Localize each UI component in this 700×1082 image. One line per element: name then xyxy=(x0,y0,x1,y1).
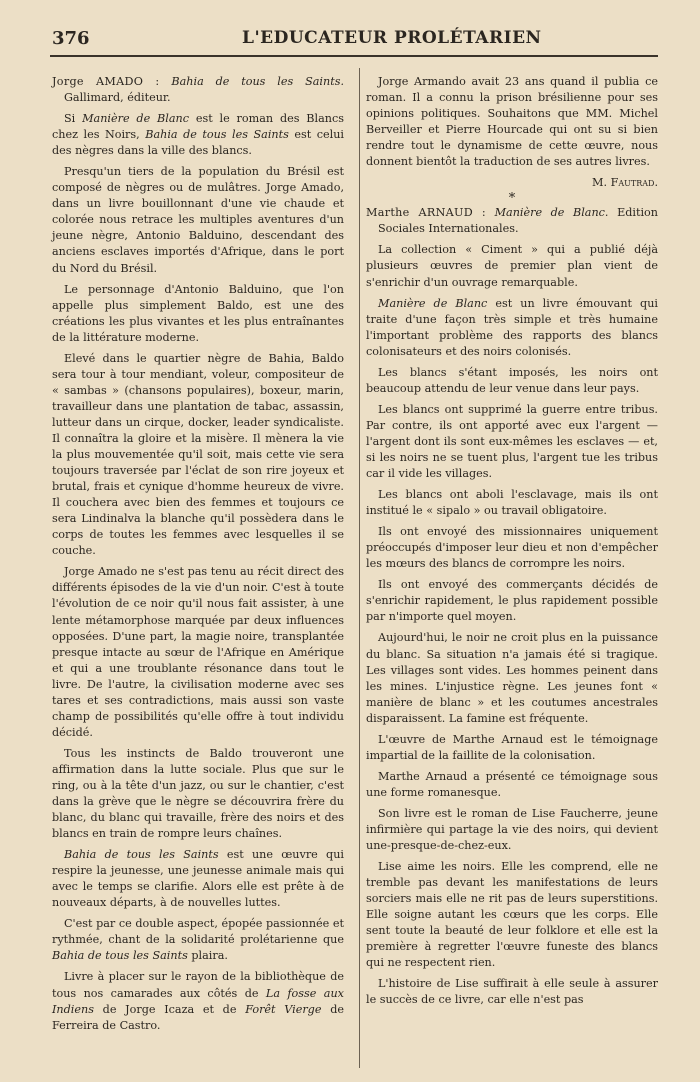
review-signature: M. Fautrad. xyxy=(592,176,658,190)
review-author: Marthe ARNAUD : xyxy=(366,206,486,220)
review-publisher: Gallimard, éditeur. xyxy=(64,91,171,105)
paragraph: Jorge Amado ne s'est pas tenu au récit direct des différents épisodes de la vie d'un noir. C'est à toute l'évolution de ce noir qu'il nous fait assister, à une lente métamorphose marquée par deux influences opposées. D'une part, la magie noire, transplantée presque intacte au sœur de l'Afrique en Amérique et qui a une troublante résonance dans tout le livre. De l'autre, la civilisation moderne avec ses tares et ses contradictions, mais aussi son vaste champ de possibilités qu'elle offre à tout individu décidé. xyxy=(52,565,344,739)
review-publisher: Edition Sociales Internationales. xyxy=(378,206,658,236)
paragraph: L'histoire de Lise suffirait à elle seule à assurer le succès de ce livre, car elle n'est pas xyxy=(366,977,658,1007)
paragraph: Les blancs s'étant imposés, les noirs ont beaucoup attendu de leur venue dans leur pays. xyxy=(366,365,658,395)
review-heading-arnaud xyxy=(366,205,658,237)
paragraph: Marthe Arnaud a présenté ce témoignage sous une forme romanesque. xyxy=(366,769,658,799)
review-book-title: Manière de Blanc. xyxy=(494,206,609,220)
review-author: Jorge AMADO : xyxy=(52,75,160,88)
paragraph: Jorge Armando avait 23 ans quand il publia ce roman. Il a connu la prison brésilienne pour ses opinions politiques. Souhaitons que MM. Michel Berveiller et Pierre Hourcade qui ont su si bien rendre tout le dynamisme de cette œuvre, nous donnent bientôt la traduction de ses autres livres. xyxy=(366,75,658,169)
paragraph: Presqu'un tiers de la population du Brésil est composé de nègres ou de mulâtres. Jorge Amado, dans un livre bouillonnant d'une vie chaude et colorée nous retrace les multiples aventures d'un jeune nègre, Antonio Balduino, descendant des anciens esclaves importés d'Afrique, dans le port du Nord du Brésil. xyxy=(52,165,344,275)
review-heading-amado xyxy=(52,74,344,106)
paragraph: Livre à placer sur le rayon de la bibliothèque de tous nos camarades aux côtés de La fosse aux Indiens de Jorge Icaza et de Forêt Vierge de Ferreira de Castro. xyxy=(52,970,344,1032)
page-header xyxy=(52,28,658,52)
paragraph: Si Manière de Blanc est le roman des Blancs chez les Noirs, Bahia de tous les Saints est celui des nègres dans la ville des blancs. xyxy=(52,112,344,158)
paragraph: C'est par ce double aspect, épopée passionnée et rythmée, chant de la solidarité prolétarienne que Bahia de tous les Saints plaira. xyxy=(52,917,344,963)
review-book-title: Bahia de tous les Saints. xyxy=(171,75,345,88)
left-column xyxy=(52,74,344,1039)
column-divider xyxy=(359,68,360,1068)
paragraph: La collection « Ciment » qui a publié déjà plusieurs œuvres de premier plan vient de s'enrichir d'un ouvrage remarquable. xyxy=(366,243,658,289)
paragraph: Les blancs ont supprimé la guerre entre tribus. Par contre, ils ont apporté avec eux l'argent — l'argent dont ils sont eux-mêmes les esclaves — et, si les noirs ne se tuent plus, l'argent tue les tribus car il vide les villages. xyxy=(366,402,658,481)
running-title: L'EDUCATEUR PROLÉTARIEN xyxy=(242,28,542,48)
asterisk-separator: * xyxy=(508,191,516,207)
paragraph: Son livre est le roman de Lise Faucherre, jeune infirmière qui partage la vie des noirs, qui devient une-presque-de-chez-eux. xyxy=(366,806,658,853)
right-column xyxy=(366,74,658,1013)
paragraph: Ils ont envoyé des missionnaires uniquement préoccupés d'imposer leur dieu et non d'empêcher les mœurs des blancs de corrompre les noirs. xyxy=(366,525,658,571)
paragraph: Aujourd'hui, le noir ne croit plus en la puissance du blanc. Sa situation n'a jamais été si tragique. Les villages sont vides. Les hommes peinent dans les mines. L'injustice règne. Les jeunes font « manière de blanc » et les coutumes ancestrales disparaissent. La famine est fréquente. xyxy=(366,631,658,725)
header-rule xyxy=(50,55,658,57)
paragraph: Les blancs ont aboli l'esclavage, mais ils ont institué le « sipalo » ou travail obligatoire. xyxy=(366,488,658,518)
paragraph: L'œuvre de Marthe Arnaud est le témoignage impartial de la faillite de la colonisation. xyxy=(366,732,658,762)
paragraph: Manière de Blanc est un livre émouvant qui traite d'une façon très simple et très humaine l'important problème des rapports des blancs colonisateurs et des noirs colonisés. xyxy=(366,296,658,358)
paragraph: Bahia de tous les Saints est une œuvre qui respire la jeunesse, une jeunesse animale mais qui avec le temps se clarifie. Alors elle est prête à de nouveaux départs, à de nouvelles luttes. xyxy=(52,848,344,910)
paragraph: Ils ont envoyé des commerçants décidés de s'enrichir rapidement, le plus rapidement possible par n'importe quel moyen. xyxy=(366,578,658,624)
paragraph: Elevé dans le quartier nègre de Bahia, Baldo sera tour à tour mendiant, voleur, compositeur de « sambas » (chansons populaires), boxeur, marin, travailleur dans une plantation de tabac, assassin, lutteur dans un cirque, docker, leader syndicaliste. Il connaîtra la gloire et la misère. Il mènera la vie la plus mouvementée qu'il soit, mais cette vie sera toujours traversée par l'éclat de son rire joyeux et brutal, frais et cynique d'homme heureux de vivre. Il couchera avec bien des femmes et toujours ce sera Lindinalva la blanche qu'il possèdera dans le corps de toutes les femmes avec lesquelles il se couche. xyxy=(52,351,344,558)
paragraph: Lise aime les noirs. Elle les comprend, elle ne tremble pas devant les manifestations de leurs sorciers mais elle ne rit pas de leurs superstitions. Elle soigne autant les cœurs que les corps. Elle sent toute la beauté de leur folklore et elle est la première à regretter l'œuvre funeste des blancs qui ne respectent rien. xyxy=(366,860,658,970)
paragraph: Tous les instincts de Baldo trouveront une affirmation dans la lutte sociale. Plus que sur le ring, ou à la tête d'un jazz, ou sur le chantier, c'est dans la grève que le nègre se découvrira frère du blanc, du blanc qui travaille, frère des noirs et des blancs en train de rompre leurs chaînes. xyxy=(52,746,344,841)
page-number: 376 xyxy=(52,28,90,49)
paragraph: Le personnage d'Antonio Balduino, que l'on appelle plus simplement Baldo, est une des créations les plus vivantes et les plus entraînantes de la littérature moderne. xyxy=(52,282,344,344)
